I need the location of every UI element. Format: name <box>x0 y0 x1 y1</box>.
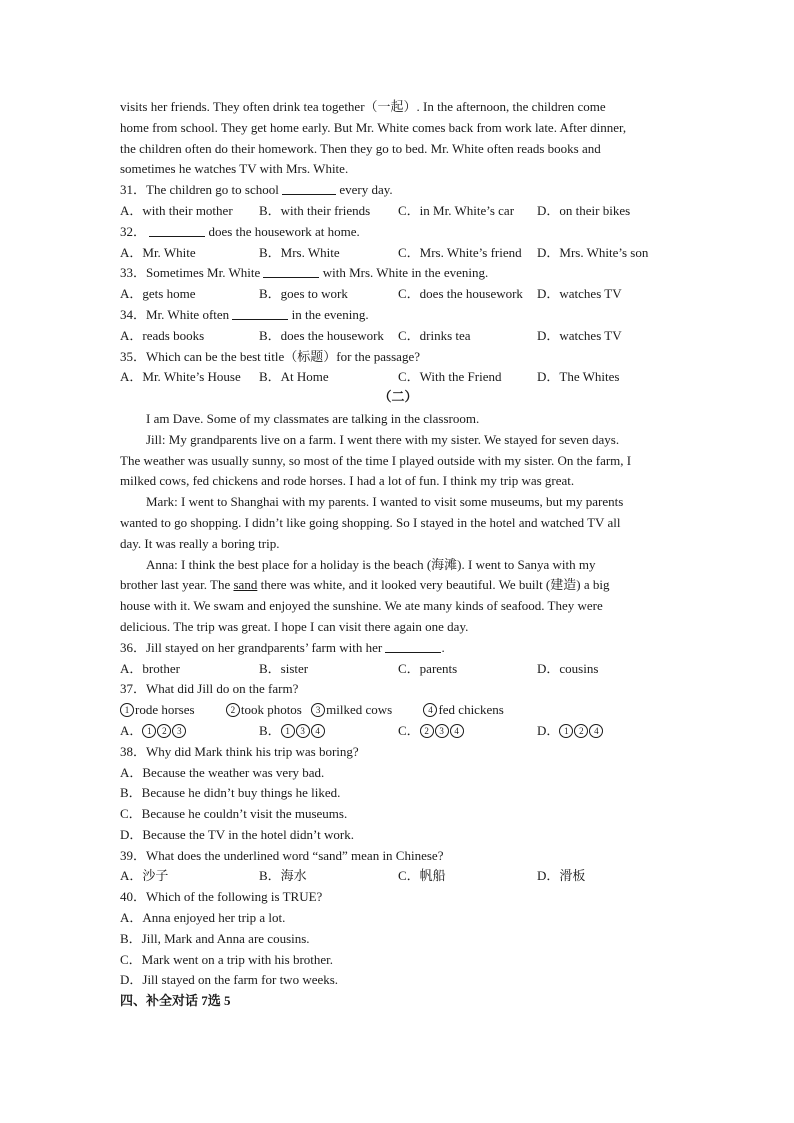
section-two-title: （二） <box>378 390 418 406</box>
option-d: D．watches TV <box>537 327 622 343</box>
question-37-options <box>120 721 676 742</box>
option-c: C．does the housework <box>398 286 523 302</box>
option-b: B．does the housework <box>259 327 384 343</box>
option-c: C．Mrs. White’s friend <box>398 244 522 260</box>
option-a: A．Anna enjoyed her trip a lot. <box>120 910 286 926</box>
mark-paragraph-line: wanted to go shopping. I didn’t like going shopping. So I stayed in the hotel and watched TV all <box>120 514 621 530</box>
option-b: B．At Home <box>259 369 329 385</box>
option-c: C．帆船 <box>398 868 446 884</box>
circled-number: 3 <box>311 703 325 717</box>
answer-blank <box>149 224 205 237</box>
question-35-stem: 35．Which can be the best title（标题）for the passage? <box>120 348 420 364</box>
question-33-options <box>120 284 676 305</box>
passage-line: sometimes he watches TV with Mrs. White. <box>120 161 349 177</box>
question-31-stem: 31．The children go to school every day. <box>120 182 393 198</box>
exam-page <box>120 97 676 1012</box>
question-39-stem: 39．What does the underlined word “sand” mean in Chinese? <box>120 847 444 863</box>
jill-paragraph-line: The weather was usually sunny, so most of the time I played outside with my sister. On the farm, I <box>120 452 632 468</box>
anna-paragraph-line: house with it. We swam and enjoyed the sunshine. We ate many kinds of seafood. They were <box>120 598 603 614</box>
option-a: A．Because the weather was very bad. <box>120 764 325 780</box>
anna-paragraph-line: delicious. The trip was great. I hope I can visit there again one day. <box>120 618 469 634</box>
jill-paragraph-line: milked cows, fed chickens and rode horses. I had a lot of fun. I think my trip was great. <box>120 473 575 489</box>
passage-line: visits her friends. They often drink tea together（一起）. In the afternoon, the children come <box>120 99 606 114</box>
option-a: A．brother <box>120 660 180 676</box>
option-b: B．sister <box>259 660 309 676</box>
farm-activity-item: 1 rode horses <box>120 702 195 717</box>
option-d: D．watches TV <box>537 286 622 302</box>
option-d: D．滑板 <box>537 868 586 884</box>
option-a: A． 1 2 3 <box>120 721 259 742</box>
answer-blank <box>263 265 319 278</box>
option-a: A．gets home <box>120 286 196 302</box>
passage-line: the children often do their homework. Then they go to bed. Mr. White often reads books and <box>120 140 601 156</box>
option-c: C． 2 3 4 <box>398 721 537 742</box>
farm-activity-item: 3 milked cows <box>311 702 392 717</box>
option-a: A．Mr. White <box>120 244 196 260</box>
section-four-title: 四、补全对话 7选 5 <box>120 993 231 1009</box>
question-32-stem: 32． does the housework at home. <box>120 223 360 239</box>
option-a: A．with their mother <box>120 202 233 218</box>
question-40-stem: 40．Which of the following is TRUE? <box>120 889 323 905</box>
jill-paragraph-line: Jill: My grandparents live on a farm. I went there with my sister. We stayed for seven days. <box>146 431 620 447</box>
farm-activity-item: 4 fed chickens <box>423 702 503 717</box>
option-c: C．Because he couldn’t visit the museums. <box>120 806 348 822</box>
option-a: A．Mr. White’s House <box>120 369 241 385</box>
option-b: B． 1 3 4 <box>259 721 398 742</box>
question-34-stem: 34．Mr. White often in the evening. <box>120 306 369 322</box>
passage-intro: I am Dave. Some of my classmates are talking in the classroom. <box>146 410 480 426</box>
question-37-items <box>120 700 676 721</box>
option-b: B．goes to work <box>259 286 348 302</box>
mark-paragraph-line: day. It was really a boring trip. <box>120 535 280 551</box>
option-d: D．Mrs. White’s son <box>537 244 649 260</box>
option-c: C．Mark went on a trip with his brother. <box>120 951 334 967</box>
option-b: B．Mrs. White <box>259 244 340 260</box>
question-37-stem: 37．What did Jill do on the farm? <box>120 681 299 697</box>
option-b: B．Jill, Mark and Anna are cousins. <box>120 930 310 946</box>
question-36-options <box>120 659 676 680</box>
option-d: D．cousins <box>537 660 599 676</box>
option-d: D．on their bikes <box>537 202 631 218</box>
question-34-options <box>120 326 676 347</box>
option-a: A．沙子 <box>120 868 169 884</box>
option-c: C．in Mr. White’s car <box>398 202 515 218</box>
option-d: D． 1 2 4 <box>537 721 676 742</box>
passage-line: home from school. They get home early. But Mr. White comes back from work late. After dinner, <box>120 119 627 135</box>
question-38-stem: 38．Why did Mark think his trip was boring? <box>120 743 359 759</box>
question-35-options <box>120 367 676 388</box>
option-c: C．drinks tea <box>398 327 471 343</box>
circled-number: 4 <box>423 703 437 717</box>
question-31-options <box>120 201 676 222</box>
circled-number: 1 <box>120 703 134 717</box>
circled-number: 2 <box>226 703 240 717</box>
option-a: A．reads books <box>120 327 205 343</box>
answer-blank <box>282 182 336 195</box>
answer-blank <box>232 307 288 320</box>
farm-activity-item: 2 took photos <box>226 702 302 717</box>
question-36-stem: 36．Jill stayed on her grandparents’ farm with her . <box>120 639 445 655</box>
question-39-options <box>120 866 676 887</box>
mark-paragraph-line: Mark: I went to Shanghai with my parents. I wanted to visit some museums, but my parents <box>146 494 624 510</box>
option-c: C．parents <box>398 660 458 676</box>
option-b: B．Because he didn’t buy things he liked. <box>120 785 341 801</box>
anna-paragraph-line: brother last year. The sand there was white, and it looked very beautiful. We built (建造) a big <box>120 577 610 593</box>
option-b: B．海水 <box>259 868 307 884</box>
option-d: D．Because the TV in the hotel didn’t work. <box>120 826 354 842</box>
underlined-word-sand: sand <box>233 577 258 593</box>
anna-paragraph-line: Anna: I think the best place for a holiday is the beach (海滩). I went to Sanya with my <box>146 556 596 572</box>
question-32-options <box>120 243 676 264</box>
question-33-stem: 33．Sometimes Mr. White with Mrs. White in the evening. <box>120 265 489 281</box>
option-b: B．with their friends <box>259 202 371 218</box>
passage-two <box>120 409 676 638</box>
option-d: D．The Whites <box>537 369 620 385</box>
answer-blank <box>385 640 441 653</box>
option-d: D．Jill stayed on the farm for two weeks. <box>120 972 339 988</box>
passage-one <box>120 97 676 180</box>
option-c: C．With the Friend <box>398 369 502 385</box>
